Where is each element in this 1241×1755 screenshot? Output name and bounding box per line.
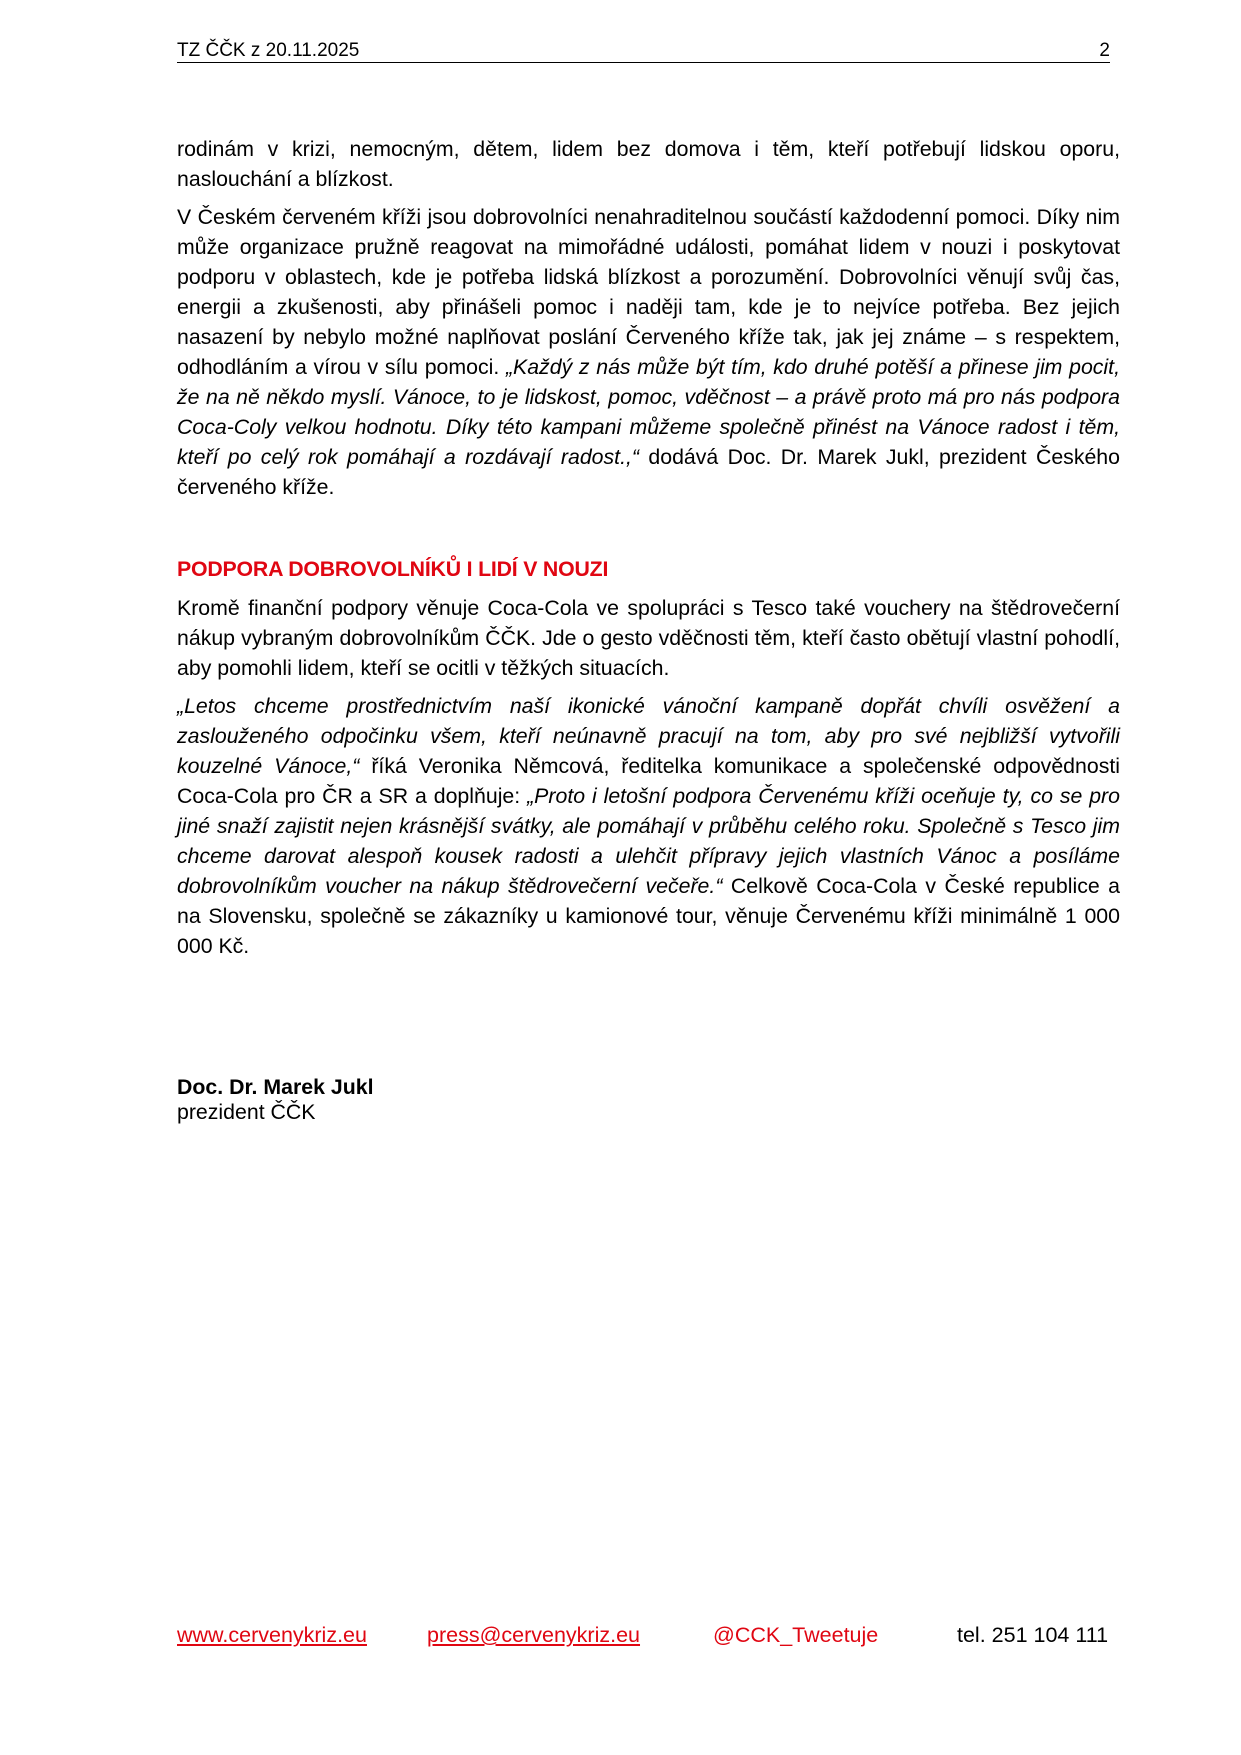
section-heading: PODPORA DOBROVOLNÍKŮ I LIDÍ V NOUZI [177,557,609,581]
document-body [177,134,1120,969]
signature-block [177,1075,374,1125]
website-link[interactable]: www.cervenykriz.eu [177,1623,367,1647]
quote-text: „Každý z nás může být tím, kdo druhé potěší a přinese jim pocit, že na ně někdo myslí. Vánoce, to je lidskost, pomoc, vděčnost – a právě proto má pro nás podpora Coca-Coly velkou hodnotu. Díky této kampani můžeme společně přinést na Vánoce radost i těm, kteří po celý rok pomáhají a rozdávají radost.,“ [177,355,1121,469]
signatory-role: prezident ČČK [177,1100,316,1124]
paragraph [177,691,1120,961]
page-number: 2 [1099,40,1110,61]
signatory-name: Doc. Dr. Marek Jukl [177,1075,374,1099]
quote-text: „Letos chceme prostřednictvím naší ikonické vánoční kampaně dopřát chvíli osvěžení a zaslouženého odpočinku všem, kteří neúnavně pracují na tom, aby pro své nejbližší vytvořili kouzelné Vánoce,“ [177,694,1120,778]
phone-number: tel. 251 104 111 [957,1623,1109,1647]
body-text: rodinám v krizi, nemocným, dětem, lidem bez domova i těm, kteří potřebují lidskou oporu, naslouchání a blízkost. [177,137,1120,191]
quote-text: „Proto i letošní podpora Červenému kříži oceňuje ty, co se pro jiné snaží zajistit nejen krásnější svátky, ale pomáhají v průběhu celého roku. Společně s Tesco jim chceme darovat alespoň kousek radosti a ulehčit přípravy jejich vlastních Vánoc a posíláme dobrovolníkům voucher na nákup štědrovečerní večeře.“ [177,784,1120,898]
spacer [177,510,1120,554]
section-intro [177,134,1120,502]
body-text: V Českém červeném kříži jsou dobrovolníci nenahraditelnou součástí každodenní pomoci. Díky nim může organizace pružně reagovat na mimořádné události, pomáhat lidem v nouzi i poskytovat podporu v oblastech, kde je potřeba lidská blízkost a porozumění. Dobrovolníci věnují svůj čas, energii a zkušenosti, aby přinášeli pomoc i naději tam, kde je to nejvíce potřeba. Bez jejich nasazení by nebylo možné naplňovat poslání Červeného kříže tak, jak jej známe – s respektem, odhodláním a vírou v sílu pomoci. [177,205,1120,379]
body-text: Kromě finanční podpory věnuje Coca-Cola ve spolupráci s Tesco také vouchery na štědrovečerní nákup vybraným dobrovolníkům ČČK. Jde o gesto vděčnosti těm, kteří často obětují vlastní pohodlí, aby pomohli lidem, kteří se ocitli v těžkých situacích. [177,596,1120,680]
email-link[interactable]: press@cervenykriz.eu [427,1623,641,1647]
page-header [177,38,1110,63]
paragraph [177,134,1120,194]
section-volunteer-support [177,554,1120,961]
body-text: dodává Doc. Dr. Marek Jukl, prezident Českého červeného kříže. [177,445,1120,499]
twitter-handle: @CCK_Tweetuje [713,1623,879,1647]
paragraph [177,593,1120,683]
body-text: Celkově Coca-Cola v České republice a na Slovensku, společně se zákazníky u kamionové tour, věnuje Červenému kříži minimálně 1 000 000 Kč. [177,874,1120,958]
body-text: říká Veronika Němcová, ředitelka komunikace a společenské odpovědnosti Coca-Cola pro ČR a SR a doplňuje: [177,754,1120,808]
document-title: TZ ČČK z 20.11.2025 [177,40,360,61]
paragraph [177,202,1120,502]
